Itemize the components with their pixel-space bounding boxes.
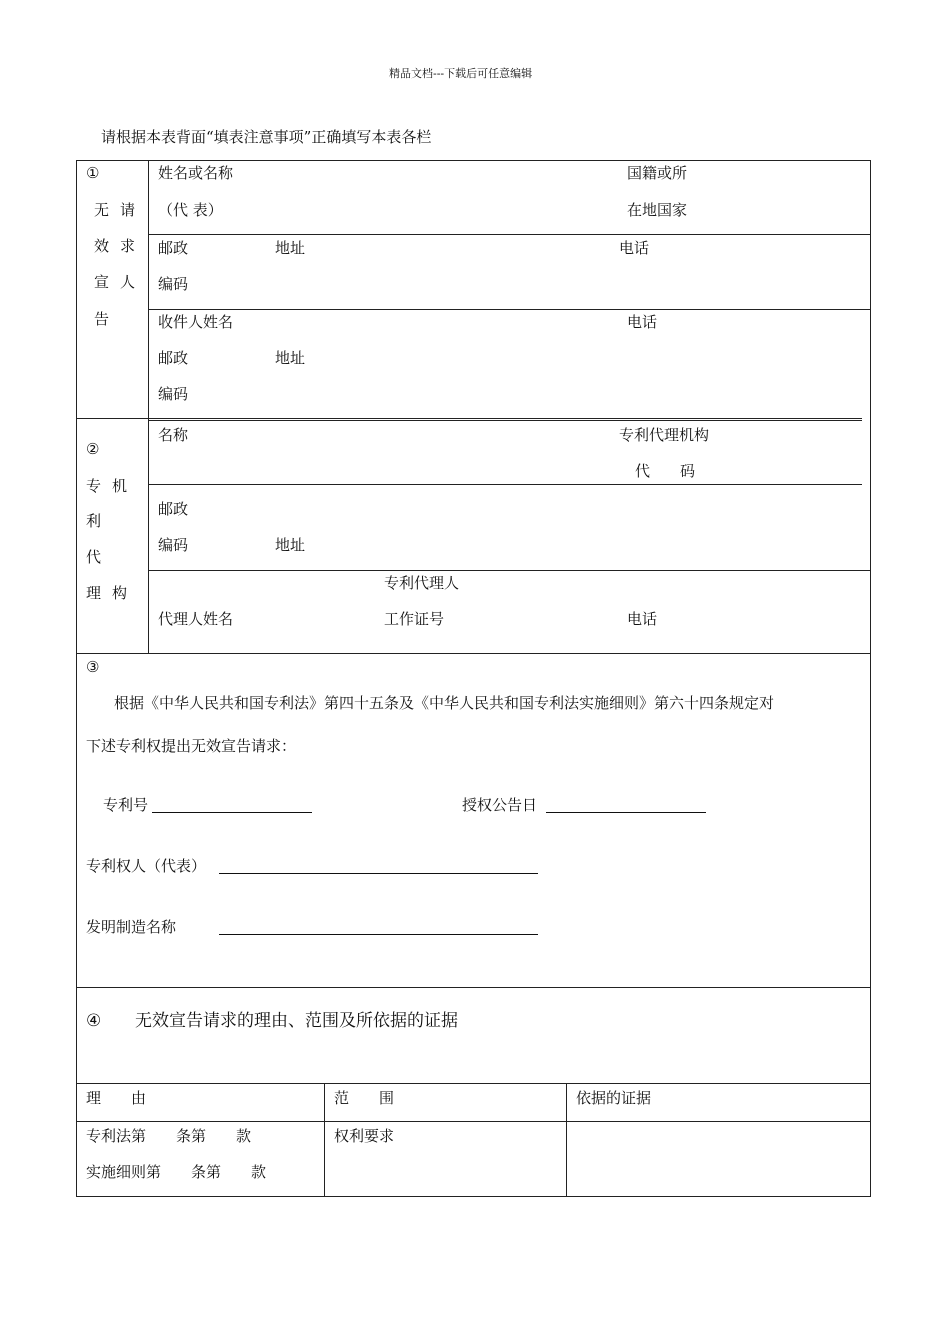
s1-s2-divider — [76, 418, 862, 419]
s4-header-divider — [76, 1083, 870, 1084]
s1-row-divider-2 — [148, 309, 870, 310]
s1-name-label-2: （代 表） — [158, 201, 223, 219]
s3-number: ③ — [86, 658, 100, 676]
s4-column-divider-2 — [566, 1083, 567, 1196]
s4-reason-line1: 专利法第 条第 款 — [86, 1127, 252, 1145]
s2-s3-divider — [76, 653, 870, 654]
s2-agent-name-label: 代理人姓名 — [158, 610, 234, 628]
s3-invention-label: 发明制造名称 — [86, 918, 177, 936]
s2-side-char: 构 — [112, 584, 128, 602]
table-left-border — [76, 160, 77, 1197]
s2-row-divider-1 — [148, 484, 862, 485]
s1-side-char: 告 — [94, 310, 110, 328]
s1-nationality-label-2: 在地国家 — [627, 201, 688, 219]
s3-paragraph-line1: 根据《中华人民共和国专利法》第四十五条及《中华人民共和国专利法实施细则》第六十四条规定对 — [114, 694, 775, 712]
s2-agent-cert-label: 专利代理人 — [384, 574, 460, 592]
s1-address-label: 地址 — [275, 239, 306, 257]
s2-side-char: 代 — [86, 548, 102, 566]
s4-title: 无效宣告请求的理由、范围及所依据的证据 — [135, 1011, 458, 1031]
s3-grant-date-field[interactable] — [546, 812, 706, 813]
s3-s4-divider — [76, 987, 870, 988]
s1-side-char: 无 — [94, 201, 110, 219]
s3-grant-date-label: 授权公告日 — [462, 796, 538, 814]
s1-side-char: 宣 — [94, 273, 110, 291]
s1-recipient-label: 收件人姓名 — [158, 313, 234, 331]
s1-s2-divider-right — [148, 420, 862, 421]
s1-recipient-postal-label-2: 编码 — [158, 385, 189, 403]
s1-postal-label: 邮政 — [158, 239, 189, 257]
s2-row-divider-2 — [148, 570, 870, 571]
s4-column-header-evidence: 依据的证据 — [576, 1089, 652, 1107]
s1-number: ① — [86, 164, 100, 182]
s1-side-char: 效 — [94, 237, 110, 255]
s3-patent-no-label: 专利号 — [103, 796, 149, 814]
s4-column-header-scope: 范 围 — [334, 1089, 395, 1107]
s4-column-header-divider — [76, 1121, 870, 1122]
s2-postal-label: 邮政 — [158, 500, 189, 518]
s2-number: ② — [86, 440, 100, 458]
s1-postal-label-2: 编码 — [158, 275, 189, 293]
table-top-border — [76, 160, 870, 161]
s2-agent-phone-label: 电话 — [627, 610, 658, 628]
s4-number: ④ — [86, 1011, 102, 1031]
s2-address-label: 地址 — [275, 536, 306, 554]
s3-invention-field[interactable] — [219, 934, 538, 935]
s3-patent-no-field[interactable] — [152, 812, 312, 813]
s2-side-char: 理 — [86, 584, 102, 602]
s3-patentee-field[interactable] — [219, 873, 538, 874]
s2-agent-cert-label-2: 工作证号 — [384, 610, 445, 628]
s2-postal-label-2: 编码 — [158, 536, 189, 554]
s4-reason-line2: 实施细则第 条第 款 — [86, 1163, 267, 1181]
s1-nationality-label: 国籍或所 — [627, 164, 688, 182]
s2-side-char: 机 — [112, 477, 128, 495]
table-right-border — [870, 160, 871, 1197]
table-bottom-border — [76, 1196, 870, 1197]
s1-row-divider-1 — [148, 234, 870, 235]
s1-recipient-phone-label: 电话 — [627, 313, 658, 331]
s1-name-label: 姓名或名称 — [158, 164, 234, 182]
s2-side-char: 专 — [86, 477, 102, 495]
form-instruction: 请根据本表背面“填表注意事项”正确填写本表各栏 — [101, 128, 432, 146]
s4-column-header-reason: 理 由 — [86, 1089, 147, 1107]
s2-side-char: 利 — [86, 512, 102, 530]
s4-column-divider-1 — [324, 1083, 325, 1196]
s3-patentee-label: 专利权人（代表） — [86, 857, 207, 875]
s2-name-label: 名称 — [158, 426, 189, 444]
s1-side-char: 请 — [120, 201, 136, 219]
s3-paragraph-line2: 下述专利权提出无效宣告请求： — [86, 737, 297, 755]
s1-side-char: 人 — [120, 273, 136, 291]
s1-recipient-address-label: 地址 — [275, 349, 306, 367]
s2-agency-code-label: 专利代理机构 — [619, 426, 710, 444]
s2-agency-code-label-2: 代 码 — [635, 462, 696, 480]
s4-scope-value: 权利要求 — [334, 1127, 395, 1145]
page-watermark: 精品文档---下载后可任意编辑 — [389, 67, 533, 80]
s1-side-char: 求 — [120, 237, 136, 255]
s1-phone-label: 电话 — [619, 239, 650, 257]
s1-recipient-postal-label: 邮政 — [158, 349, 189, 367]
